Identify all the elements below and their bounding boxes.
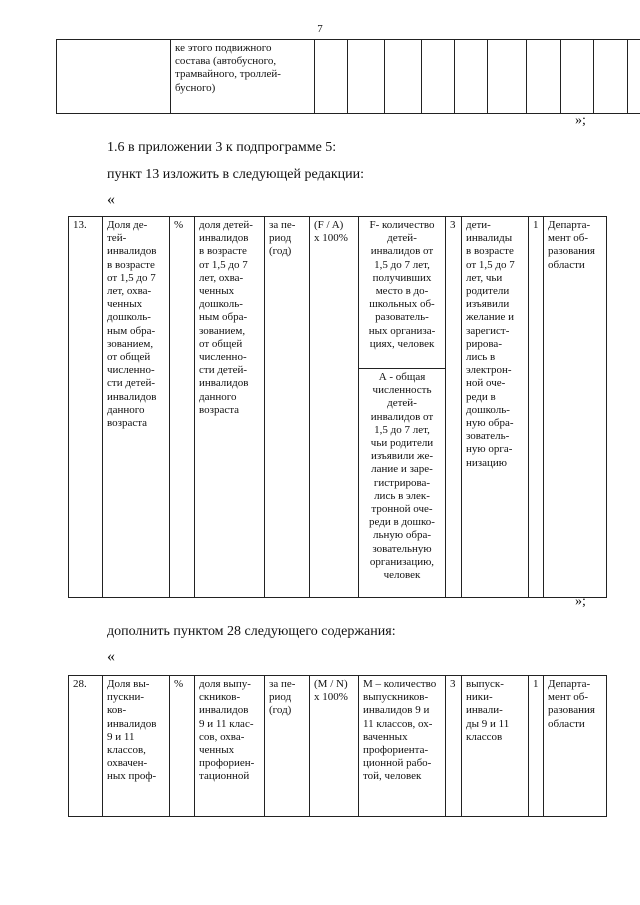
closing-quote: »; xyxy=(575,113,586,128)
empty-cell xyxy=(57,40,171,114)
row-number-cell: 28. xyxy=(69,676,103,817)
fragment-text-cell: ке этого подвижного состава (автобусного, трамвайного, троллей- бусного) xyxy=(171,40,315,114)
indicator-table-row-13 xyxy=(68,216,607,598)
variable-f-cell: F- количество детей- инвалидов от 1,5 до 7 лет, получивших место в до- школьных об- разователь- ных организа- циях, человек xyxy=(359,217,446,369)
empty-cell xyxy=(385,40,422,114)
department-cell: Департа- мент об- разования области xyxy=(544,217,607,598)
period-cell: за пе- риод (год) xyxy=(265,217,310,598)
code-cell: 1 xyxy=(529,217,544,598)
unit-cell: % xyxy=(170,676,195,817)
empty-cell xyxy=(315,40,348,114)
definition-cell: доля выпу- скников- инвалидов 9 и 11 клас- сов, охва- ченных профориен- тационной xyxy=(195,676,265,817)
definition-cell: доля детей- инвалидов в возрасте от 1,5 до 7 лет, охва- ченных дошколь- ным обра- зованием, от общей численно- сти детей- инвалидов данного возраста xyxy=(195,217,265,598)
row-number-cell: 13. xyxy=(69,217,103,598)
empty-cell xyxy=(348,40,385,114)
empty-cell xyxy=(422,40,455,114)
empty-cell xyxy=(455,40,488,114)
code-cell: 3 xyxy=(446,217,462,598)
department-cell: Департа- мент об- разования области xyxy=(544,676,607,817)
empty-cell xyxy=(594,40,628,114)
population-group-cell: дети- инвалиды в возрасте от 1,5 до 7 лет, чьи родители изъявили желание и зарегист- рирова- лись в электрон- ной оче- реди в дошколь- ную обра- зователь- ную орга- низацию xyxy=(462,217,529,598)
indicator-name-cell: Доля де- тей- инвалидов в возрасте от 1,5 до 7 лет, охва- ченных дошколь- ным обра- зованием, от общей численно- сти детей- инвалидов данного возраста xyxy=(103,217,170,598)
period-cell: за пе- риод (год) xyxy=(265,676,310,817)
code-cell: 1 xyxy=(529,676,544,817)
closing-quote: »; xyxy=(575,594,586,609)
indicator-name-cell: Доля вы- пускни- ков- инвалидов 9 и 11 классов, охвачен- ных проф- xyxy=(103,676,170,817)
variable-a-cell: А - общая численность детей- инвалидов от 1,5 до 7 лет, чьи родители изъявили же- лание и заре- гистрирова- лись в элек- тронной оче- реди в дошко- льную обра- зовательную организацию, человек xyxy=(359,368,446,597)
population-group-cell: выпуск- ники- инвали- ды 9 и 11 классов xyxy=(462,676,529,817)
opening-quote: « xyxy=(107,648,115,665)
indicator-table-row-28 xyxy=(68,675,607,817)
opening-quote: « xyxy=(107,191,115,208)
formula-cell: (M / N) х 100% xyxy=(310,676,359,817)
empty-cell xyxy=(488,40,527,114)
paragraph-add-item-28: дополнить пунктом 28 следующего содержания: xyxy=(107,624,396,639)
formula-cell: (F / A) х 100% xyxy=(310,217,359,598)
top-table-fragment xyxy=(56,39,640,114)
variable-m-cell: М – количество выпускников- инвалидов 9 и 11 классов, ох- ваченных профориента- ционной рабо- той, человек xyxy=(359,676,446,817)
empty-cell xyxy=(628,40,640,114)
empty-cell xyxy=(527,40,561,114)
page-number: 7 xyxy=(317,23,323,35)
empty-cell xyxy=(561,40,594,114)
code-cell: 3 xyxy=(446,676,462,817)
unit-cell: % xyxy=(170,217,195,598)
paragraph-item-13: пункт 13 изложить в следующей редакции: xyxy=(107,167,364,182)
paragraph-1-6: 1.6 в приложении 3 к подпрограмме 5: xyxy=(107,140,337,155)
